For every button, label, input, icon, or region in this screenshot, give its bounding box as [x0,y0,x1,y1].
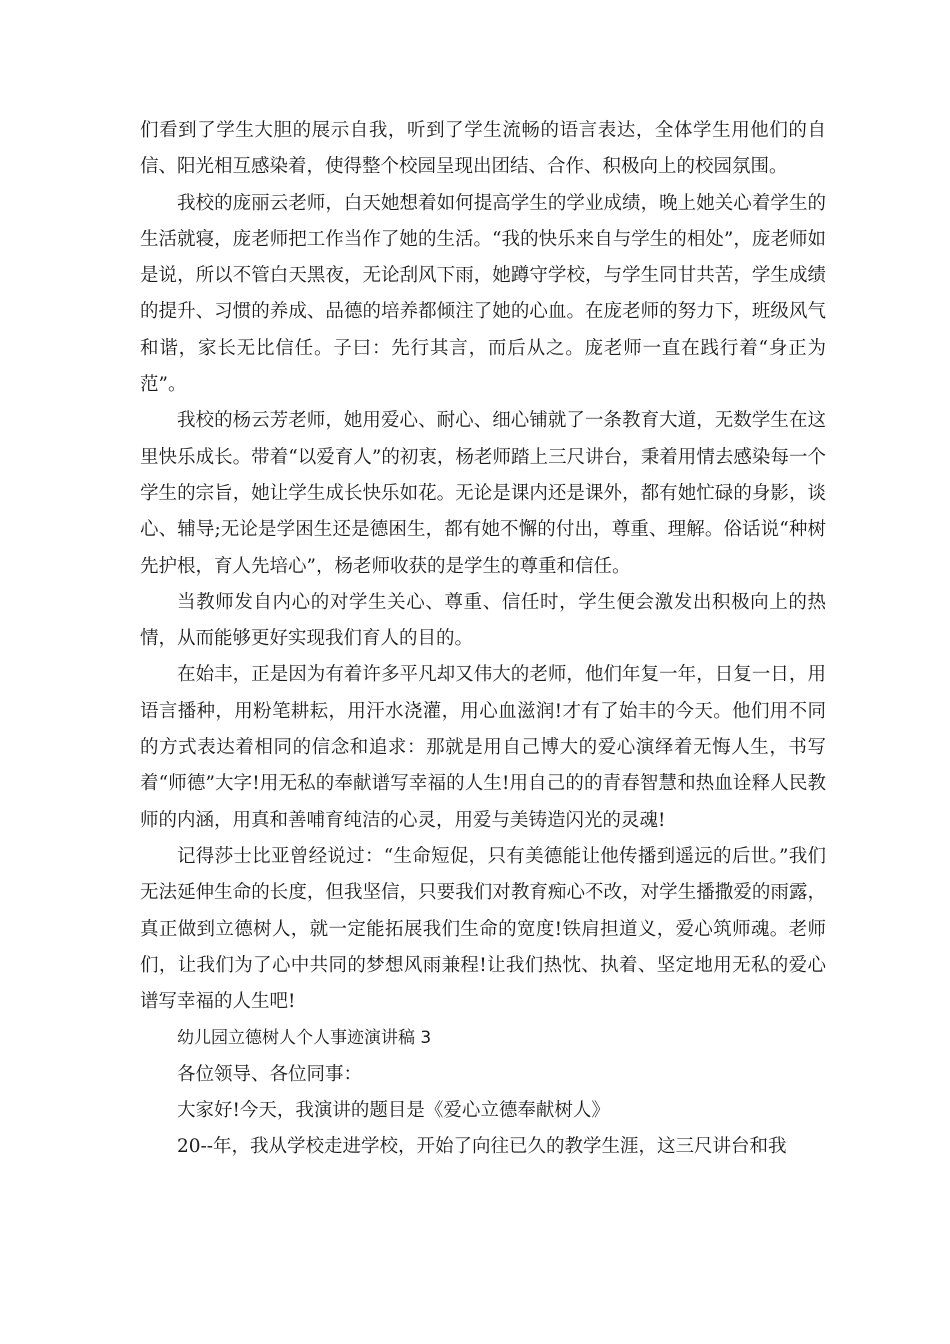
section-heading: 幼儿园立德树人个人事迹演讲稿 3 [177,1028,432,1049]
greeting: 大家好!今天，我演讲的题目是《爱心立德奉献树人》 [177,1100,610,1122]
paragraph-shakespeare: 记得莎士比亚曾经说过：“生命短促，只有美德能让他传播到遥远的后世。”我们无法延伸生命的长度，但我坚信，只要我们对教育痴心不改，对学生播撒爱的雨露，真正做到立德树人，就一定能拓展我们生命的宽度!铁肩担道义，爱心筑师魂。老师们，让我们为了心中共同的梦想风雨兼程!让我们热忱、执着、坚定地用无私的爱心谱写幸福的人生吧! [140,845,826,1013]
paragraph-opening: 20--年，我从学校走进学校，开始了向往已久的教学生涯，这三尺讲台和我 [177,1136,787,1158]
paragraph-continuation: 们看到了学生大胆的展示自我，听到了学生流畅的语言表达，全体学生用他们的自信、阳光相互感染着，使得整个校园呈现出团结、合作、积极向上的校园氛围。 [140,120,826,178]
paragraph-shifeng: 在始丰，正是因为有着许多平凡却又伟大的老师，他们年复一年，日复一日，用语言播种，用粉笔耕耘，用汗水浇灌，用心血滋润!才有了始丰的今天。他们用不同的方式表达着相同的信念和追求：那就是用自己博大的爱心演绎着无悔人生，书写着“师德”大字!用无私的奉献谱写幸福的人生!用自己的的青春智慧和热血诠释人民教师的内涵，用真和善哺育纯洁的心灵，用爱与美铸造闪光的灵魂! [140,664,826,831]
salutation: 各位领导、各位同事： [177,1063,363,1085]
paragraph-pang-liyun: 我校的庞丽云老师，白天她想着如何提高学生的学业成绩，晚上她关心着学生的生活就寝，庞老师把工作当作了她的生活。“我的快乐来自与学生的相处”，庞老师如是说，所以不管白天黑夜，无论刮风下雨，她蹲守学校，与学生同甘共苦，学生成绩的提升、习惯的养成、品德的培养都倾注了她的心血。在庞老师的努力下，班级风气和谐，家长无比信任。子曰：先行其言，而后从之。庞老师一直在践行着“身正为范”。 [140,192,826,396]
paragraph-teacher-care: 当教师发自内心的对学生关心、尊重、信任时，学生便会激发出积极向上的热情，从而能够更好实现我们育人的目的。 [140,591,826,650]
paragraph-yang-yunfang: 我校的杨云芳老师，她用爱心、耐心、细心铺就了一条教育大道，无数学生在这里快乐成长。带着“以爱育人”的初衷，杨老师踏上三尺讲台，秉着用情去感染每一个学生的宗旨，她让学生成长快乐如花。无论是课内还是课外，都有她忙碌的身影，谈心、辅导;无论是学困生还是德困生，都有她不懈的付出，尊重、理解。俗话说“种树先护根，育人先培心”，杨老师收获的是学生的尊重和信任。 [140,410,826,577]
